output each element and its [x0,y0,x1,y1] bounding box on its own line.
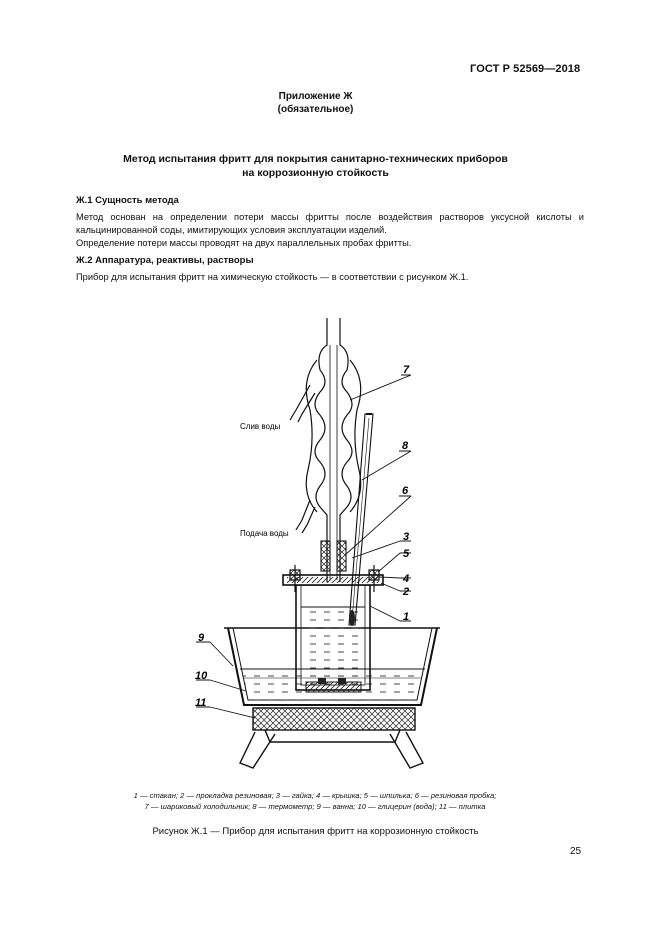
s2-paragraph1: Прибор для испытания фритт на химическую стойкость — в соответствии с рисунком Ж.1. [76,272,469,282]
figure-caption: Рисунок Ж.1 — Прибор для испытания фритт на коррозионную стойкость [152,826,479,837]
beaker [296,585,370,692]
appendix-title: Приложение Ж [278,91,353,102]
standard-number: ГОСТ Р 52569—2018 [470,63,581,75]
label-5: 5 [403,548,410,560]
figure-apparatus [0,300,661,780]
figure-legend-line1: 1 — стакан; 2 — прокладка резиновая; 3 — гайка; 4 — крышка; 5 — шпилька; 6 — резиновая пробка; [133,791,497,800]
appendix-status: (обязательное) [277,104,354,115]
s1-paragraph1-line2: кальцинированной соды, имитирующих условия эксплуатации изделий. [76,225,387,235]
s1-paragraph1-line1: Метод основан на определении потери массы фритты после воздействия растворов уксусной кислоты и [76,212,584,222]
label-2: 2 [403,586,410,598]
stopper-left [321,541,330,571]
s1-paragraph2: Определение потери массы проводят на двух параллельных пробах фритты. [76,238,412,248]
s2-heading: Ж.2 Аппаратура, реактивы, растворы [76,255,254,266]
s1-heading: Ж.1 Сущность метода [76,195,179,206]
stopper-right [337,541,346,571]
label-11: 11 [195,697,207,709]
label-7: 7 [403,364,410,376]
section-title-line2: на коррозионную стойкость [242,167,389,179]
label-3: 3 [403,531,410,543]
label-1: 1 [403,611,410,623]
label-8: 8 [402,440,409,452]
section-title-line1: Метод испытания фритт для покрытия санитарно-технических приборов [123,153,508,165]
figure-legend-line2: 7 — шариковый холодильник; 8 — термометр; 9 — ванна; 10 — глицерин (вода); 11 — плитка [144,802,486,811]
stand [240,730,423,768]
label-10: 10 [195,670,208,682]
hot-plate [253,708,415,730]
label-4: 4 [403,573,410,585]
label-9: 9 [198,632,205,644]
label-6: 6 [402,485,409,497]
label-water-in: Подача воды [240,529,289,538]
page-number: 25 [570,846,582,857]
lid [283,565,383,592]
label-water-out: Слив воды [240,422,281,431]
